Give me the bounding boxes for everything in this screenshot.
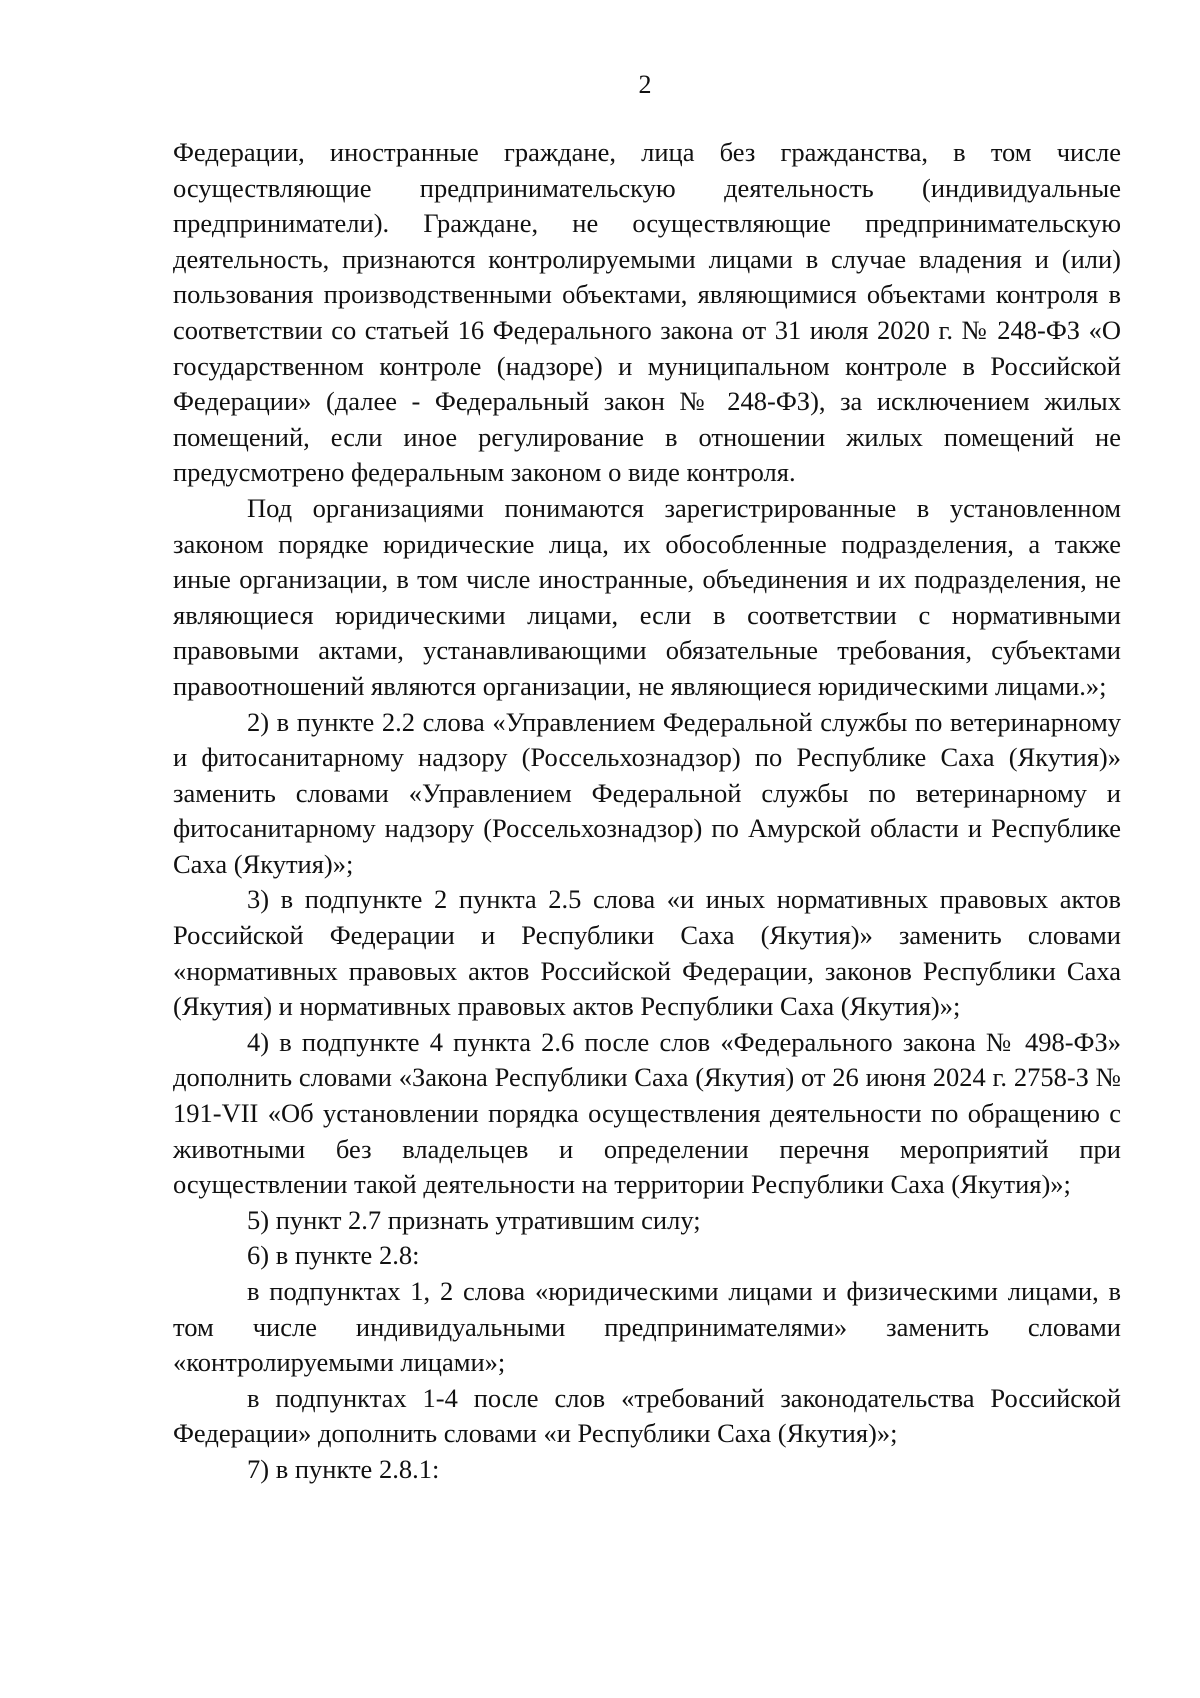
paragraph-item-5-amendment: 5) пункт 2.7 признать утратившим силу;: [247, 1204, 701, 1235]
paragraph-item-6-heading: 6) в пункте 2.8:: [247, 1240, 420, 1271]
paragraph-item-2-amendment: 2) в пункте 2.2 слова «Управлением Федеральной службы по ветеринарному и фитосанитарному надзору (Россельхознадзор) по Республике Саха (Якутия)» заменить словами «Управлением Федеральной службы по ветеринарному и фитосанитарному надзору (Россельхознадзор) по Амурской области и Республике Саха (Якутия)»;: [173, 706, 1121, 879]
paragraph-item-4-amendment: 4) в подпункте 4 пункта 2.6 после слов «Федерального закона № 498-ФЗ» дополнить словами «Закона Республики Саха (Якутия) от 26 июня 2024 г. 2758-З № 191-VII «Об установлении порядка осуществления деятельности по обращению с животными без владельцев и определении перечня мероприятий при осуществлении такой деятельности на территории Республики Саха (Якутия)»;: [173, 1026, 1121, 1200]
paragraph-item-6-subitems-1-2: в подпунктах 1, 2 слова «юридическими лицами и физическими лицами, в том числе индивидуальными предпринимателями» заменить словами «контролируемыми лицами»;: [173, 1276, 1121, 1378]
page-number: 2: [638, 70, 652, 99]
paragraph-controlled-persons-definition: Федерации, иностранные граждане, лица без гражданства, в том числе осуществляющие предпринимательскую деятельность (индивидуальные предприниматели). Граждане, не осуществляющие предпринимательскую деятельность, признаются контролируемыми лицами в случае владения и (или) пользования производственными объектами, являющимися объектами контроля в соответствии со статьей 16 Федерального закона от 31 июля 2020 г. № 248-ФЗ «О государственном контроле (надзоре) и муниципальном контроле в Российской Федерации» (далее - Федеральный закон № 248-ФЗ), за исключением жилых помещений, если иное регулирование в отношении жилых помещений не предусмотрено федеральным законом о виде контроля.: [173, 137, 1121, 488]
document-body: [173, 135, 1121, 1488]
paragraph-item-3-amendment: 3) в подпункте 2 пункта 2.5 слова «и иных нормативных правовых актов Российской Федерации и Республики Саха (Якутия)» заменить словами «нормативных правовых актов Российской Федерации, законов Республики Саха (Якутия) и нормативных правовых актов Республики Саха (Якутия)»;: [173, 884, 1121, 1022]
paragraph-organizations-definition: Под организациями понимаются зарегистрированные в установленном законом порядке юридические лица, их обособленные подразделения, а также иные организации, в том числе иностранные, объединения и их подразделения, не являющиеся юридическими лицами, если в соответствии с нормативными правовыми актами, устанавливающими обязательные требования, субъектами правоотношений являются организации, не являющиеся юридическими лицами.»;: [173, 492, 1121, 701]
paragraph-item-7-heading: 7) в пункте 2.8.1:: [247, 1453, 440, 1484]
paragraph-item-6-subitems-1-4: в подпунктах 1-4 после слов «требований законодательства Российской Федерации» дополнить словами «и Республики Саха (Якутия)»;: [173, 1382, 1121, 1449]
